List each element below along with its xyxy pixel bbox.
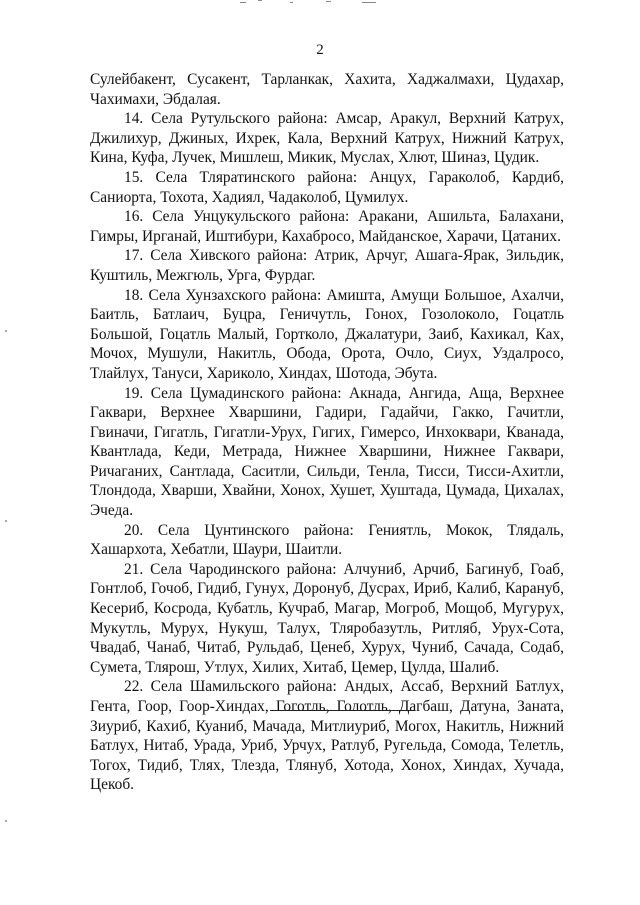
- paragraph-tlyarata-district: 15. Села Тляратинского района: Анцух, Гараколоб, Кардиб, Саниорта, Тохота, Хадиял, Чадаколоб, Цумилух.: [90, 168, 564, 206]
- scan-edge-dot: [5, 820, 7, 822]
- paragraph-continuation: Сулейбакент, Сусакент, Тарланкак, Хахита, Хаджалмахи, Цудахар, Чахимахи, Эбдалая.: [90, 71, 564, 108]
- scan-edge-dot: [5, 330, 7, 332]
- page-number: 2: [316, 42, 324, 58]
- paragraph-tsumada-district: 19. Села Цумадинского района: Акнада, Ангида, Аща, Верхнее Гаквари, Верхнее Хваршини, Гадири, Гадайчи, Гакко, Гачитли, Гвиначи, Гигатль, Гигатли-Урух, Гигих, Гимерсо, Инхоквари, Кванада, Квантлада, Кеди, Метрада, Нижнее Хваршини, Нижнее Гаквари, Ричаганих, Сантлада, Саситли, Сильди, Тенла, Тисси, Тисси-Ахитли, Тлондода, Хварши, Хвайни, Хонох, Хушет, Хуштада, Цумада, Цихалах, Эчеда.: [90, 384, 564, 520]
- paragraph-khiva-district: 17. Села Хивского района: Атрик, Арчуг, Ашага-Ярак, Зильдик, Куштиль, Межгюль, Урга, Фурдаг.: [90, 247, 564, 284]
- scan-artifact-marks: [230, 0, 390, 14]
- document-body: [90, 70, 564, 795]
- paragraph-shamil-district: 22. Села Шамильского района: Андых, Ассаб, Верхний Батлух, Гента, Гоор, Гоор-Хиндах, Гоготль, Голотль, Дагбаш, Датуна, Заната, Зиуриб, Кахиб, Куаниб, Мачада, Митлиуриб, Могох, Накитль, Нижний Батлух, Нитаб, Урада, Уриб, Урчух, Ратлуб, Ругельда, Сомода, Телетль, Тогох, Тидиб, Тлях, Тлезда, Тлянуб, Хотода, Хонох, Хиндах, Хучада, Цекоб.: [90, 678, 564, 794]
- paragraph-rutul-district: 14. Села Рутульского района: Амсар, Аракул, Верхний Катрух, Джилихур, Джиных, Ихрек, Кала, Верхний Катрух, Нижний Катрух, Кина, Куфа, Лучек, Мишлеш, Микик, Муслах, Хлют, Шиназ, Цудик.: [90, 110, 564, 167]
- paragraph-charoda-district: 21. Села Чародинского района: Алчуниб, Арчиб, Багинуб, Гоаб, Гонтлоб, Гочоб, Гидиб, Гунух, Доронуб, Дусрах, Ириб, Калиб, Карануб, Кесериб, Косрода, Кубатль, Кучраб, Магар, Могроб, Мощоб, Мугурух, Мукутль, Мурух, Нукуш, Талух, Тляробазутль, Ритляб, Урух-Сота, Чвадаб, Чанаб, Читаб, Рульдаб, Ценеб, Хурух, Чуниб, Сачада, Содаб, Сумета, Тлярош, Утлух, Хилих, Хитаб, Цемер, Цулда, Шалиб.: [90, 560, 564, 676]
- closing-divider-line: [270, 710, 414, 711]
- paragraph-khunzakh-district: 18. Села Хунзахского района: Амишта, Амущи Большое, Ахалчи, Баитль, Батлаич, Буцра, Геничутль, Гонох, Гозолоколо, Гоцатль Большой, Гоцатль Малый, Гортколо, Джалатури, Заиб, Кахикал, Ках, Мочох, Мушули, Накитль, Обода, Орота, Очло, Сиух, Уздалросо, Тлайлух, Тануси, Хариколо, Хиндах, Шотода, Эбута.: [90, 286, 564, 382]
- scan-edge-dot: [5, 520, 7, 522]
- paragraph-untsukul-district: 16. Села Унцукульского района: Аракани, Ашильта, Балахани, Гимры, Ирганай, Иштибури, Кахабросо, Майданское, Харачи, Цатаних.: [90, 208, 564, 245]
- paragraph-tsunta-district: 20. Села Цунтинского района: Гениятль, Мокок, Тлядаль, Хашархота, Хебатли, Шаури, Шаитли.: [90, 521, 564, 559]
